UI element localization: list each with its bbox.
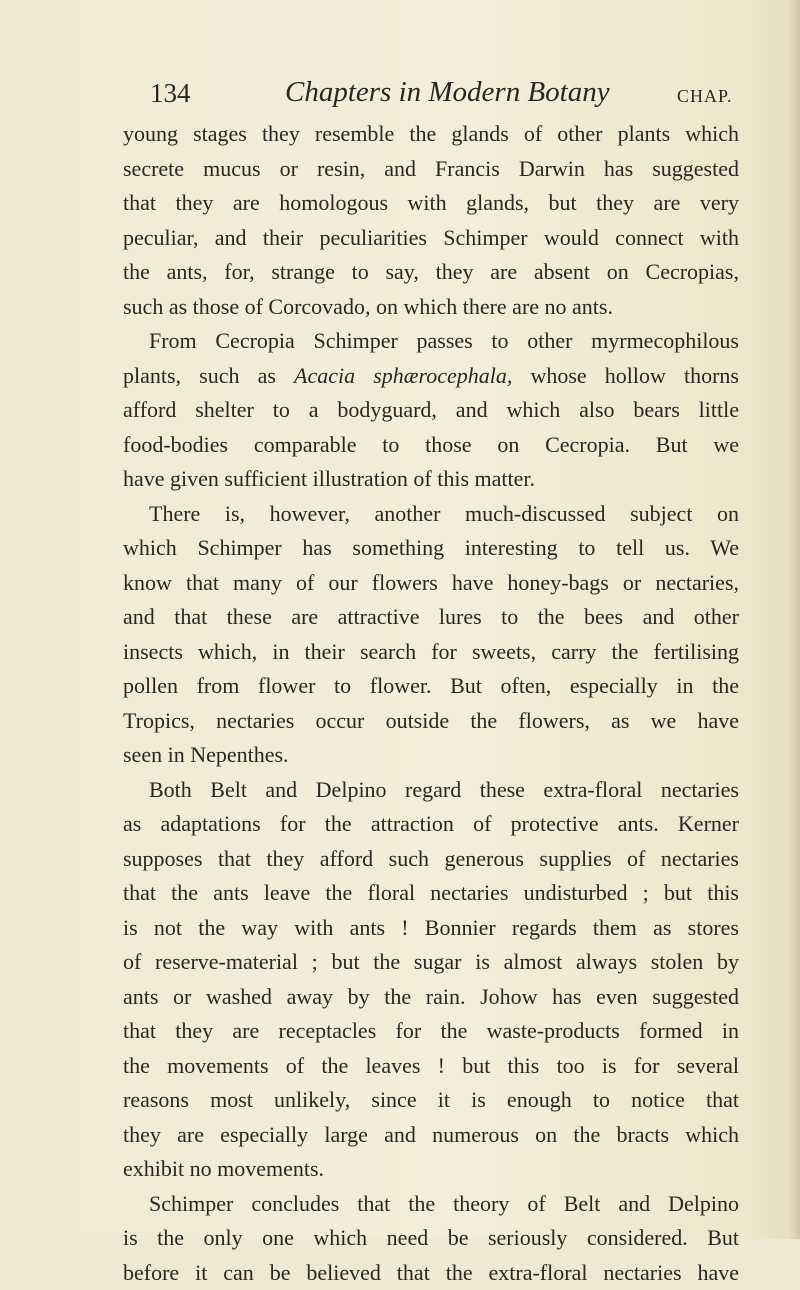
text-line: such as those of Corcovado, on which there are no ants. [123,290,739,325]
page-edge-shadow [788,0,800,1239]
text-line: food-bodies comparable to those on Cecropia. But we [123,428,739,463]
text-line: that they are homologous with glands, but they are very [123,186,739,221]
species-name: Acacia sphærocephala, [294,363,512,388]
text-line: pollen from flower to flower. But often, especially in the [123,669,739,704]
text-line: afford shelter to a bodyguard, and which also bears little [123,393,739,428]
text-line: before it can be believed that the extra-floral nectaries have [123,1256,739,1290]
text-line: insects which, in their search for sweets, carry the fertilising [123,635,739,670]
text-fragment: whose hollow thorns [512,363,739,388]
page-number: 134 [150,78,191,109]
body-text [123,117,739,1290]
running-head [150,76,750,122]
text-line: ants or washed away by the rain. Johow has even suggested [123,980,739,1015]
text-line: young stages they resemble the glands of other plants which [123,117,739,152]
text-line: which Schimper has something interesting to tell us. We [123,531,739,566]
text-line: the ants, for, strange to say, they are absent on Cecropias, [123,255,739,290]
text-line: is not the way with ants ! Bonnier regards them as stores [123,911,739,946]
chapter-mark: CHAP. [677,86,733,107]
text-line: From Cecropia Schimper passes to other myrmecophilous [123,324,739,359]
text-fragment: plants, such as [123,363,294,388]
text-line: is the only one which need be seriously considered. But [123,1221,739,1256]
text-line: Both Belt and Delpino regard these extra-floral nectaries [123,773,739,808]
text-line: seen in Nepenthes. [123,738,739,773]
text-line: and that these are attractive lures to the bees and other [123,600,739,635]
text-line: peculiar, and their peculiarities Schimper would connect with [123,221,739,256]
text-line: supposes that they afford such generous supplies of nectaries [123,842,739,877]
text-line: know that many of our flowers have honey-bags or nectaries, [123,566,739,601]
text-line: There is, however, another much-discussed subject on [123,497,739,532]
text-line: secrete mucus or resin, and Francis Darwin has suggested [123,152,739,187]
running-title: Chapters in Modern Botany [285,76,610,109]
text-line: that they are receptacles for the waste-products formed in [123,1014,739,1049]
text-line: Schimper concludes that the theory of Belt and Delpino [123,1187,739,1222]
text-line: the movements of the leaves ! but this too is for several [123,1049,739,1084]
text-line: as adaptations for the attraction of protective ants. Kerner [123,807,739,842]
text-line: Tropics, nectaries occur outside the flowers, as we have [123,704,739,739]
text-line: they are especially large and numerous on the bracts which [123,1118,739,1153]
text-line: have given sufficient illustration of this matter. [123,462,739,497]
text-line: of reserve-material ; but the sugar is almost always stolen by [123,945,739,980]
text-line: reasons most unlikely, since it is enough to notice that [123,1083,739,1118]
text-line: exhibit no movements. [123,1152,739,1187]
text-line: that the ants leave the floral nectaries undisturbed ; but this [123,876,739,911]
text-line [123,359,739,394]
